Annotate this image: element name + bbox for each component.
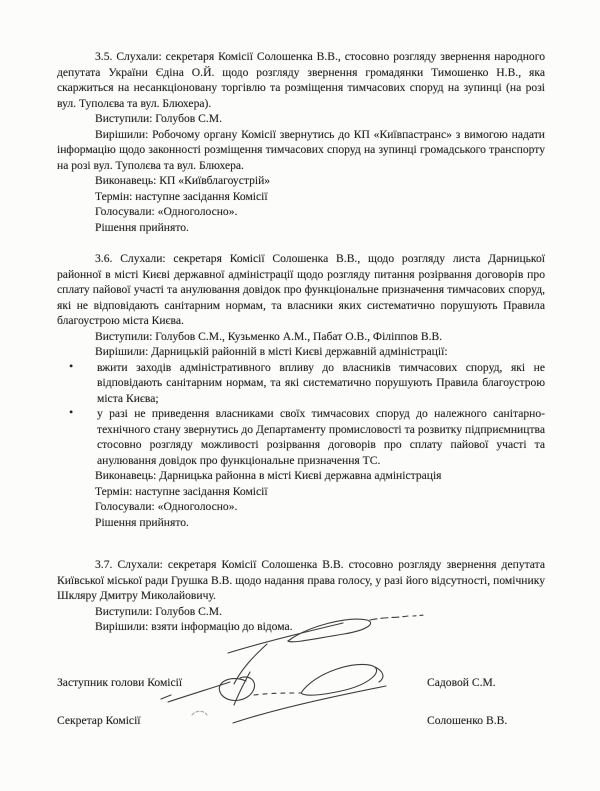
minutes-section-3-5 bbox=[57, 49, 545, 235]
bullet-text: у разі не приведення власниками своїх тимчасових споруд до належного санітарно-технічного стану звернутись до Департаменту промисловості та розвитку підприємництва стосовно розгляду можливості розірвання договорів про сплату пайової участі та анулювання довідок про функціональне призначення ТС. bbox=[97, 407, 545, 467]
decision-bullet-list bbox=[57, 360, 545, 469]
decision-intro-line: Вирішили: Дарницькій районній в місті Києві державній адміністрації: bbox=[95, 345, 448, 358]
executor-line: Виконавець: КП «Київблагоустрій» bbox=[95, 174, 271, 187]
bullet-dot-icon: • bbox=[69, 405, 74, 419]
vote-line: Голосували: «Одноголосно». bbox=[95, 500, 238, 513]
vote-line: Голосували: «Одноголосно». bbox=[95, 205, 238, 218]
bullet-text: вжити заходів адміністративного впливу до власників тимчасових споруд, які не відповідають санітарним нормам, та які систематично порушують Правила благоустрою міста Києва; bbox=[97, 360, 545, 405]
executor-line: Виконавець: Дарницька районна в місті Києві державна адміністрація bbox=[95, 469, 442, 482]
decision-adopted-line: Рішення прийнято. bbox=[95, 515, 189, 529]
minutes-section-3-6 bbox=[57, 251, 545, 530]
decision-line: Вирішили: взяти інформацію до відома. bbox=[95, 620, 293, 633]
section-lead-paragraph: 3.5. Слухали: секретаря Комісії Солошенка В.В., стосовно розгляду звернення народного депутата України Єдіна О.Й. щодо розгляду звернення громадянки Тимошенко Н.В., яка скаржиться на несанкціоновану торгівлю та розміщення тимчасових споруд на зупинці (на розі вул. Туполєва та вул. Блюхера). bbox=[57, 50, 545, 110]
section-lead-paragraph: 3.7. Слухали: секретаря Комісії Солошенка В.В. стосовно розгляду звернення депутата Київської міської ради Грушка В.В. щодо надання права голосу, у разі його відсутності, помічнику Шкляру Дмитру Миколайовичу. bbox=[57, 558, 545, 602]
bullet-item bbox=[69, 405, 545, 468]
decision-adopted-line: Рішення прийнято. bbox=[95, 220, 189, 234]
signature-title: Секретар Комісії bbox=[57, 714, 141, 727]
speakers-line: Виступили: Голубов С.М. bbox=[95, 112, 222, 125]
term-line: Термін: наступне засідання Комісії bbox=[95, 189, 268, 203]
speakers-line: Виступили: Голубов С.М. bbox=[95, 604, 222, 618]
signature-block bbox=[57, 675, 545, 729]
decision-paragraph: Вирішили: Робочому органу Комісії звернутись до КП «Київпастранс» з вимогою надати інформацію щодо законності розміщення тимчасових споруд на зупинці громадського транспорту на розі вул. Туполєва та вул. Блюхера. bbox=[57, 127, 545, 172]
minutes-section-3-7 bbox=[57, 557, 545, 635]
signature-title: Заступник голови Комісії bbox=[57, 675, 183, 689]
signature-row-secretary bbox=[57, 713, 545, 729]
bullet-item bbox=[69, 358, 545, 407]
term-line: Термін: наступне засідання Комісії bbox=[95, 484, 268, 498]
signature-name: Садовой С.М. bbox=[427, 675, 496, 689]
speakers-line: Виступили: Голубов С.М., Кузьменко А.М., Пабат О.В., Філіппов В.В. bbox=[95, 329, 443, 343]
section-lead-paragraph: 3.6. Слухали: секретаря Комісії Солошенка В.В., щодо розгляду листа Дарницької районної в місті Києві державної адміністрації щодо розгляду питання розірвання договорів про сплату пайової участі та анулювання довідок про функціональне призначення тимчасових споруд, які не відповідають санітарним нормам, та власники яких систематично порушують Правила благоустрою міста Києва. bbox=[57, 252, 545, 327]
bullet-dot-icon: • bbox=[69, 358, 74, 373]
signature-row-deputy-head bbox=[57, 675, 545, 691]
signature-name: Солошенко В.В. bbox=[427, 714, 508, 727]
